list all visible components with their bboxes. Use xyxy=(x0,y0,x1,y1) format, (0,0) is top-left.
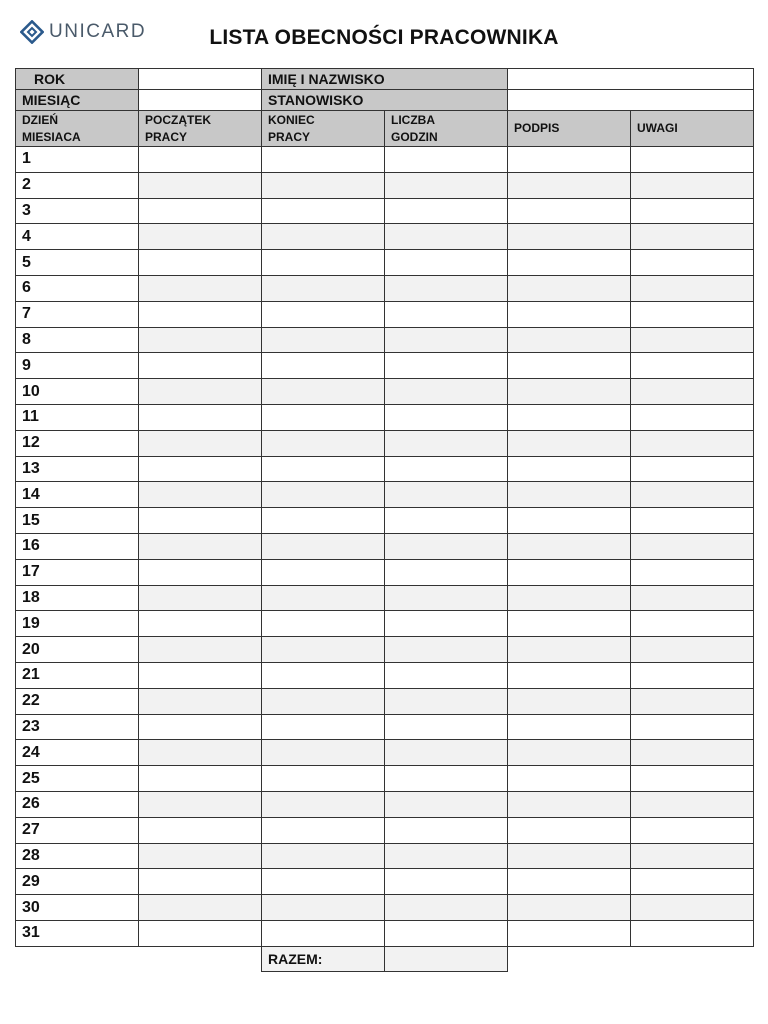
notes-cell[interactable] xyxy=(631,585,754,611)
start-time-cell[interactable] xyxy=(139,482,262,508)
table-row xyxy=(16,250,754,276)
end-time-cell[interactable] xyxy=(262,920,385,946)
day-number: 3 xyxy=(16,198,139,224)
table-row xyxy=(16,817,754,843)
table-row xyxy=(16,430,754,456)
end-time-cell[interactable] xyxy=(262,637,385,663)
signature-cell[interactable] xyxy=(508,275,631,301)
end-time-cell[interactable] xyxy=(262,250,385,276)
signature-cell[interactable] xyxy=(508,482,631,508)
hours-cell[interactable] xyxy=(385,508,508,534)
hours-cell[interactable] xyxy=(385,482,508,508)
end-time-cell[interactable] xyxy=(262,430,385,456)
table-row xyxy=(16,353,754,379)
end-time-cell[interactable] xyxy=(262,533,385,559)
table-row xyxy=(16,404,754,430)
end-time-cell[interactable] xyxy=(262,482,385,508)
start-time-cell[interactable] xyxy=(139,843,262,869)
end-time-cell[interactable] xyxy=(262,791,385,817)
end-time-cell[interactable] xyxy=(262,301,385,327)
end-time-cell[interactable] xyxy=(262,766,385,792)
column-header: UWAGI xyxy=(631,111,754,147)
hours-cell[interactable] xyxy=(385,714,508,740)
notes-cell[interactable] xyxy=(631,611,754,637)
day-number: 12 xyxy=(16,430,139,456)
hours-cell[interactable] xyxy=(385,275,508,301)
end-time-cell[interactable] xyxy=(262,404,385,430)
day-number: 11 xyxy=(16,404,139,430)
day-number: 16 xyxy=(16,533,139,559)
signature-cell[interactable] xyxy=(508,843,631,869)
signature-cell[interactable] xyxy=(508,662,631,688)
end-time-cell[interactable] xyxy=(262,740,385,766)
signature-cell[interactable] xyxy=(508,250,631,276)
blank-cell xyxy=(16,946,139,971)
table-row xyxy=(16,895,754,921)
totals-label: RAZEM: xyxy=(262,946,385,971)
table-row xyxy=(16,327,754,353)
day-number: 19 xyxy=(16,611,139,637)
table-row xyxy=(16,611,754,637)
table-row xyxy=(16,482,754,508)
notes-cell[interactable] xyxy=(631,327,754,353)
notes-cell[interactable] xyxy=(631,533,754,559)
miesiac-field[interactable] xyxy=(139,90,262,111)
table-row xyxy=(16,147,754,173)
column-header: DZIEŃ MIESIACA xyxy=(16,111,139,147)
hours-cell[interactable] xyxy=(385,353,508,379)
start-time-cell[interactable] xyxy=(139,301,262,327)
signature-cell[interactable] xyxy=(508,224,631,250)
signature-cell[interactable] xyxy=(508,404,631,430)
signature-cell[interactable] xyxy=(508,869,631,895)
end-time-cell[interactable] xyxy=(262,275,385,301)
imie-field[interactable] xyxy=(508,69,754,90)
notes-cell[interactable] xyxy=(631,714,754,740)
hours-cell[interactable] xyxy=(385,250,508,276)
hours-cell[interactable] xyxy=(385,147,508,173)
end-time-cell[interactable] xyxy=(262,817,385,843)
hours-cell[interactable] xyxy=(385,895,508,921)
column-header-row xyxy=(16,111,754,147)
notes-cell[interactable] xyxy=(631,353,754,379)
signature-cell[interactable] xyxy=(508,559,631,585)
table-row xyxy=(16,559,754,585)
table-row xyxy=(16,662,754,688)
signature-cell[interactable] xyxy=(508,817,631,843)
signature-cell[interactable] xyxy=(508,920,631,946)
hours-cell[interactable] xyxy=(385,430,508,456)
header-row-miesiac xyxy=(16,90,754,111)
table-row xyxy=(16,843,754,869)
start-time-cell[interactable] xyxy=(139,353,262,379)
notes-cell[interactable] xyxy=(631,791,754,817)
start-time-cell[interactable] xyxy=(139,585,262,611)
hours-cell[interactable] xyxy=(385,869,508,895)
day-number: 30 xyxy=(16,895,139,921)
blank-cell xyxy=(139,946,262,971)
day-number: 7 xyxy=(16,301,139,327)
day-number: 18 xyxy=(16,585,139,611)
start-time-cell[interactable] xyxy=(139,688,262,714)
day-number: 27 xyxy=(16,817,139,843)
hours-cell[interactable] xyxy=(385,327,508,353)
start-time-cell[interactable] xyxy=(139,920,262,946)
day-number: 29 xyxy=(16,869,139,895)
start-time-cell[interactable] xyxy=(139,456,262,482)
signature-cell[interactable] xyxy=(508,585,631,611)
notes-cell[interactable] xyxy=(631,456,754,482)
notes-cell[interactable] xyxy=(631,662,754,688)
hours-cell[interactable] xyxy=(385,533,508,559)
table-row xyxy=(16,533,754,559)
hours-cell[interactable] xyxy=(385,817,508,843)
end-time-cell[interactable] xyxy=(262,611,385,637)
start-time-cell[interactable] xyxy=(139,817,262,843)
table-row xyxy=(16,637,754,663)
notes-cell[interactable] xyxy=(631,379,754,405)
hours-cell[interactable] xyxy=(385,585,508,611)
hours-cell[interactable] xyxy=(385,637,508,663)
start-time-cell[interactable] xyxy=(139,172,262,198)
notes-cell[interactable] xyxy=(631,430,754,456)
signature-cell[interactable] xyxy=(508,327,631,353)
start-time-cell[interactable] xyxy=(139,791,262,817)
end-time-cell[interactable] xyxy=(262,147,385,173)
notes-cell[interactable] xyxy=(631,301,754,327)
hours-cell[interactable] xyxy=(385,688,508,714)
table-row xyxy=(16,172,754,198)
table-row xyxy=(16,740,754,766)
signature-cell[interactable] xyxy=(508,637,631,663)
logo-text: UNICARD xyxy=(49,21,147,42)
column-header: KONIEC PRACY xyxy=(262,111,385,147)
start-time-cell[interactable] xyxy=(139,559,262,585)
rok-field[interactable] xyxy=(139,69,262,90)
day-number: 28 xyxy=(16,843,139,869)
rok-label: ROK xyxy=(16,69,139,90)
hours-cell[interactable] xyxy=(385,740,508,766)
day-number: 22 xyxy=(16,688,139,714)
end-time-cell[interactable] xyxy=(262,869,385,895)
end-time-cell[interactable] xyxy=(262,172,385,198)
day-number: 26 xyxy=(16,791,139,817)
hours-cell[interactable] xyxy=(385,559,508,585)
table-row xyxy=(16,379,754,405)
end-time-cell[interactable] xyxy=(262,559,385,585)
day-number: 4 xyxy=(16,224,139,250)
table-row xyxy=(16,456,754,482)
column-header: PODPIS xyxy=(508,111,631,147)
hours-cell[interactable] xyxy=(385,404,508,430)
start-time-cell[interactable] xyxy=(139,611,262,637)
start-time-cell[interactable] xyxy=(139,430,262,456)
notes-cell[interactable] xyxy=(631,559,754,585)
hours-cell[interactable] xyxy=(385,662,508,688)
column-header: LICZBA GODZIN xyxy=(385,111,508,147)
hours-cell[interactable] xyxy=(385,766,508,792)
day-number: 17 xyxy=(16,559,139,585)
end-time-cell[interactable] xyxy=(262,843,385,869)
end-time-cell[interactable] xyxy=(262,224,385,250)
notes-cell[interactable] xyxy=(631,637,754,663)
hours-cell[interactable] xyxy=(385,172,508,198)
notes-cell[interactable] xyxy=(631,688,754,714)
hours-cell[interactable] xyxy=(385,843,508,869)
end-time-cell[interactable] xyxy=(262,353,385,379)
day-number: 2 xyxy=(16,172,139,198)
table-row xyxy=(16,224,754,250)
table-row xyxy=(16,275,754,301)
blank-cell xyxy=(631,946,754,971)
end-time-cell[interactable] xyxy=(262,327,385,353)
signature-cell[interactable] xyxy=(508,430,631,456)
notes-cell[interactable] xyxy=(631,198,754,224)
notes-cell[interactable] xyxy=(631,172,754,198)
start-time-cell[interactable] xyxy=(139,147,262,173)
start-time-cell[interactable] xyxy=(139,379,262,405)
table-row xyxy=(16,920,754,946)
end-time-cell[interactable] xyxy=(262,895,385,921)
start-time-cell[interactable] xyxy=(139,740,262,766)
notes-cell[interactable] xyxy=(631,482,754,508)
notes-cell[interactable] xyxy=(631,920,754,946)
header-row-rok xyxy=(16,69,754,90)
hours-cell[interactable] xyxy=(385,611,508,637)
day-number: 9 xyxy=(16,353,139,379)
day-number: 23 xyxy=(16,714,139,740)
start-time-cell[interactable] xyxy=(139,404,262,430)
start-time-cell[interactable] xyxy=(139,895,262,921)
signature-cell[interactable] xyxy=(508,688,631,714)
signature-cell[interactable] xyxy=(508,895,631,921)
table-row xyxy=(16,869,754,895)
table-row xyxy=(16,688,754,714)
start-time-cell[interactable] xyxy=(139,275,262,301)
day-number: 20 xyxy=(16,637,139,663)
day-number: 10 xyxy=(16,379,139,405)
imie-label: IMIĘ I NAZWISKO xyxy=(262,69,508,90)
day-number: 21 xyxy=(16,662,139,688)
notes-cell[interactable] xyxy=(631,224,754,250)
notes-cell[interactable] xyxy=(631,147,754,173)
day-number: 14 xyxy=(16,482,139,508)
notes-cell[interactable] xyxy=(631,508,754,534)
totals-hours-field[interactable] xyxy=(385,946,508,971)
hours-cell[interactable] xyxy=(385,379,508,405)
miesiac-label: MIESIĄC xyxy=(16,90,139,111)
end-time-cell[interactable] xyxy=(262,714,385,740)
totals-row xyxy=(16,946,754,971)
signature-cell[interactable] xyxy=(508,791,631,817)
signature-cell[interactable] xyxy=(508,147,631,173)
table-row xyxy=(16,198,754,224)
day-number: 25 xyxy=(16,766,139,792)
day-number: 31 xyxy=(16,920,139,946)
day-number: 8 xyxy=(16,327,139,353)
table-row xyxy=(16,714,754,740)
hours-cell[interactable] xyxy=(385,198,508,224)
signature-cell[interactable] xyxy=(508,508,631,534)
start-time-cell[interactable] xyxy=(139,637,262,663)
notes-cell[interactable] xyxy=(631,817,754,843)
notes-cell[interactable] xyxy=(631,740,754,766)
start-time-cell[interactable] xyxy=(139,250,262,276)
blank-cell xyxy=(508,946,631,971)
hours-cell[interactable] xyxy=(385,920,508,946)
day-number: 13 xyxy=(16,456,139,482)
start-time-cell[interactable] xyxy=(139,198,262,224)
start-time-cell[interactable] xyxy=(139,766,262,792)
start-time-cell[interactable] xyxy=(139,224,262,250)
end-time-cell[interactable] xyxy=(262,585,385,611)
start-time-cell[interactable] xyxy=(139,508,262,534)
end-time-cell[interactable] xyxy=(262,688,385,714)
signature-cell[interactable] xyxy=(508,714,631,740)
notes-cell[interactable] xyxy=(631,250,754,276)
signature-cell[interactable] xyxy=(508,611,631,637)
table-row xyxy=(16,301,754,327)
notes-cell[interactable] xyxy=(631,766,754,792)
attendance-table xyxy=(15,68,754,972)
day-number: 1 xyxy=(16,147,139,173)
signature-cell[interactable] xyxy=(508,379,631,405)
notes-cell[interactable] xyxy=(631,895,754,921)
signature-cell[interactable] xyxy=(508,740,631,766)
hours-cell[interactable] xyxy=(385,791,508,817)
notes-cell[interactable] xyxy=(631,869,754,895)
start-time-cell[interactable] xyxy=(139,714,262,740)
hours-cell[interactable] xyxy=(385,224,508,250)
day-number: 6 xyxy=(16,275,139,301)
start-time-cell[interactable] xyxy=(139,869,262,895)
column-header: POCZĄTEK PRACY xyxy=(139,111,262,147)
table-row xyxy=(16,791,754,817)
start-time-cell[interactable] xyxy=(139,662,262,688)
signature-cell[interactable] xyxy=(508,533,631,559)
stanowisko-label: STANOWISKO xyxy=(262,90,508,111)
page-title: LISTA OBECNOŚCI PRACOWNIKA xyxy=(209,26,559,49)
end-time-cell[interactable] xyxy=(262,456,385,482)
signature-cell[interactable] xyxy=(508,766,631,792)
hours-cell[interactable] xyxy=(385,301,508,327)
day-number: 5 xyxy=(16,250,139,276)
table-row xyxy=(16,766,754,792)
notes-cell[interactable] xyxy=(631,404,754,430)
end-time-cell[interactable] xyxy=(262,508,385,534)
table-row xyxy=(16,585,754,611)
start-time-cell[interactable] xyxy=(139,533,262,559)
hours-cell[interactable] xyxy=(385,456,508,482)
signature-cell[interactable] xyxy=(508,353,631,379)
end-time-cell[interactable] xyxy=(262,379,385,405)
signature-cell[interactable] xyxy=(508,456,631,482)
notes-cell[interactable] xyxy=(631,843,754,869)
day-number: 15 xyxy=(16,508,139,534)
table-row xyxy=(16,508,754,534)
signature-cell[interactable] xyxy=(508,301,631,327)
end-time-cell[interactable] xyxy=(262,662,385,688)
day-number: 24 xyxy=(16,740,139,766)
notes-cell[interactable] xyxy=(631,275,754,301)
stanowisko-field[interactable] xyxy=(508,90,754,111)
signature-cell[interactable] xyxy=(508,198,631,224)
end-time-cell[interactable] xyxy=(262,198,385,224)
signature-cell[interactable] xyxy=(508,172,631,198)
start-time-cell[interactable] xyxy=(139,327,262,353)
